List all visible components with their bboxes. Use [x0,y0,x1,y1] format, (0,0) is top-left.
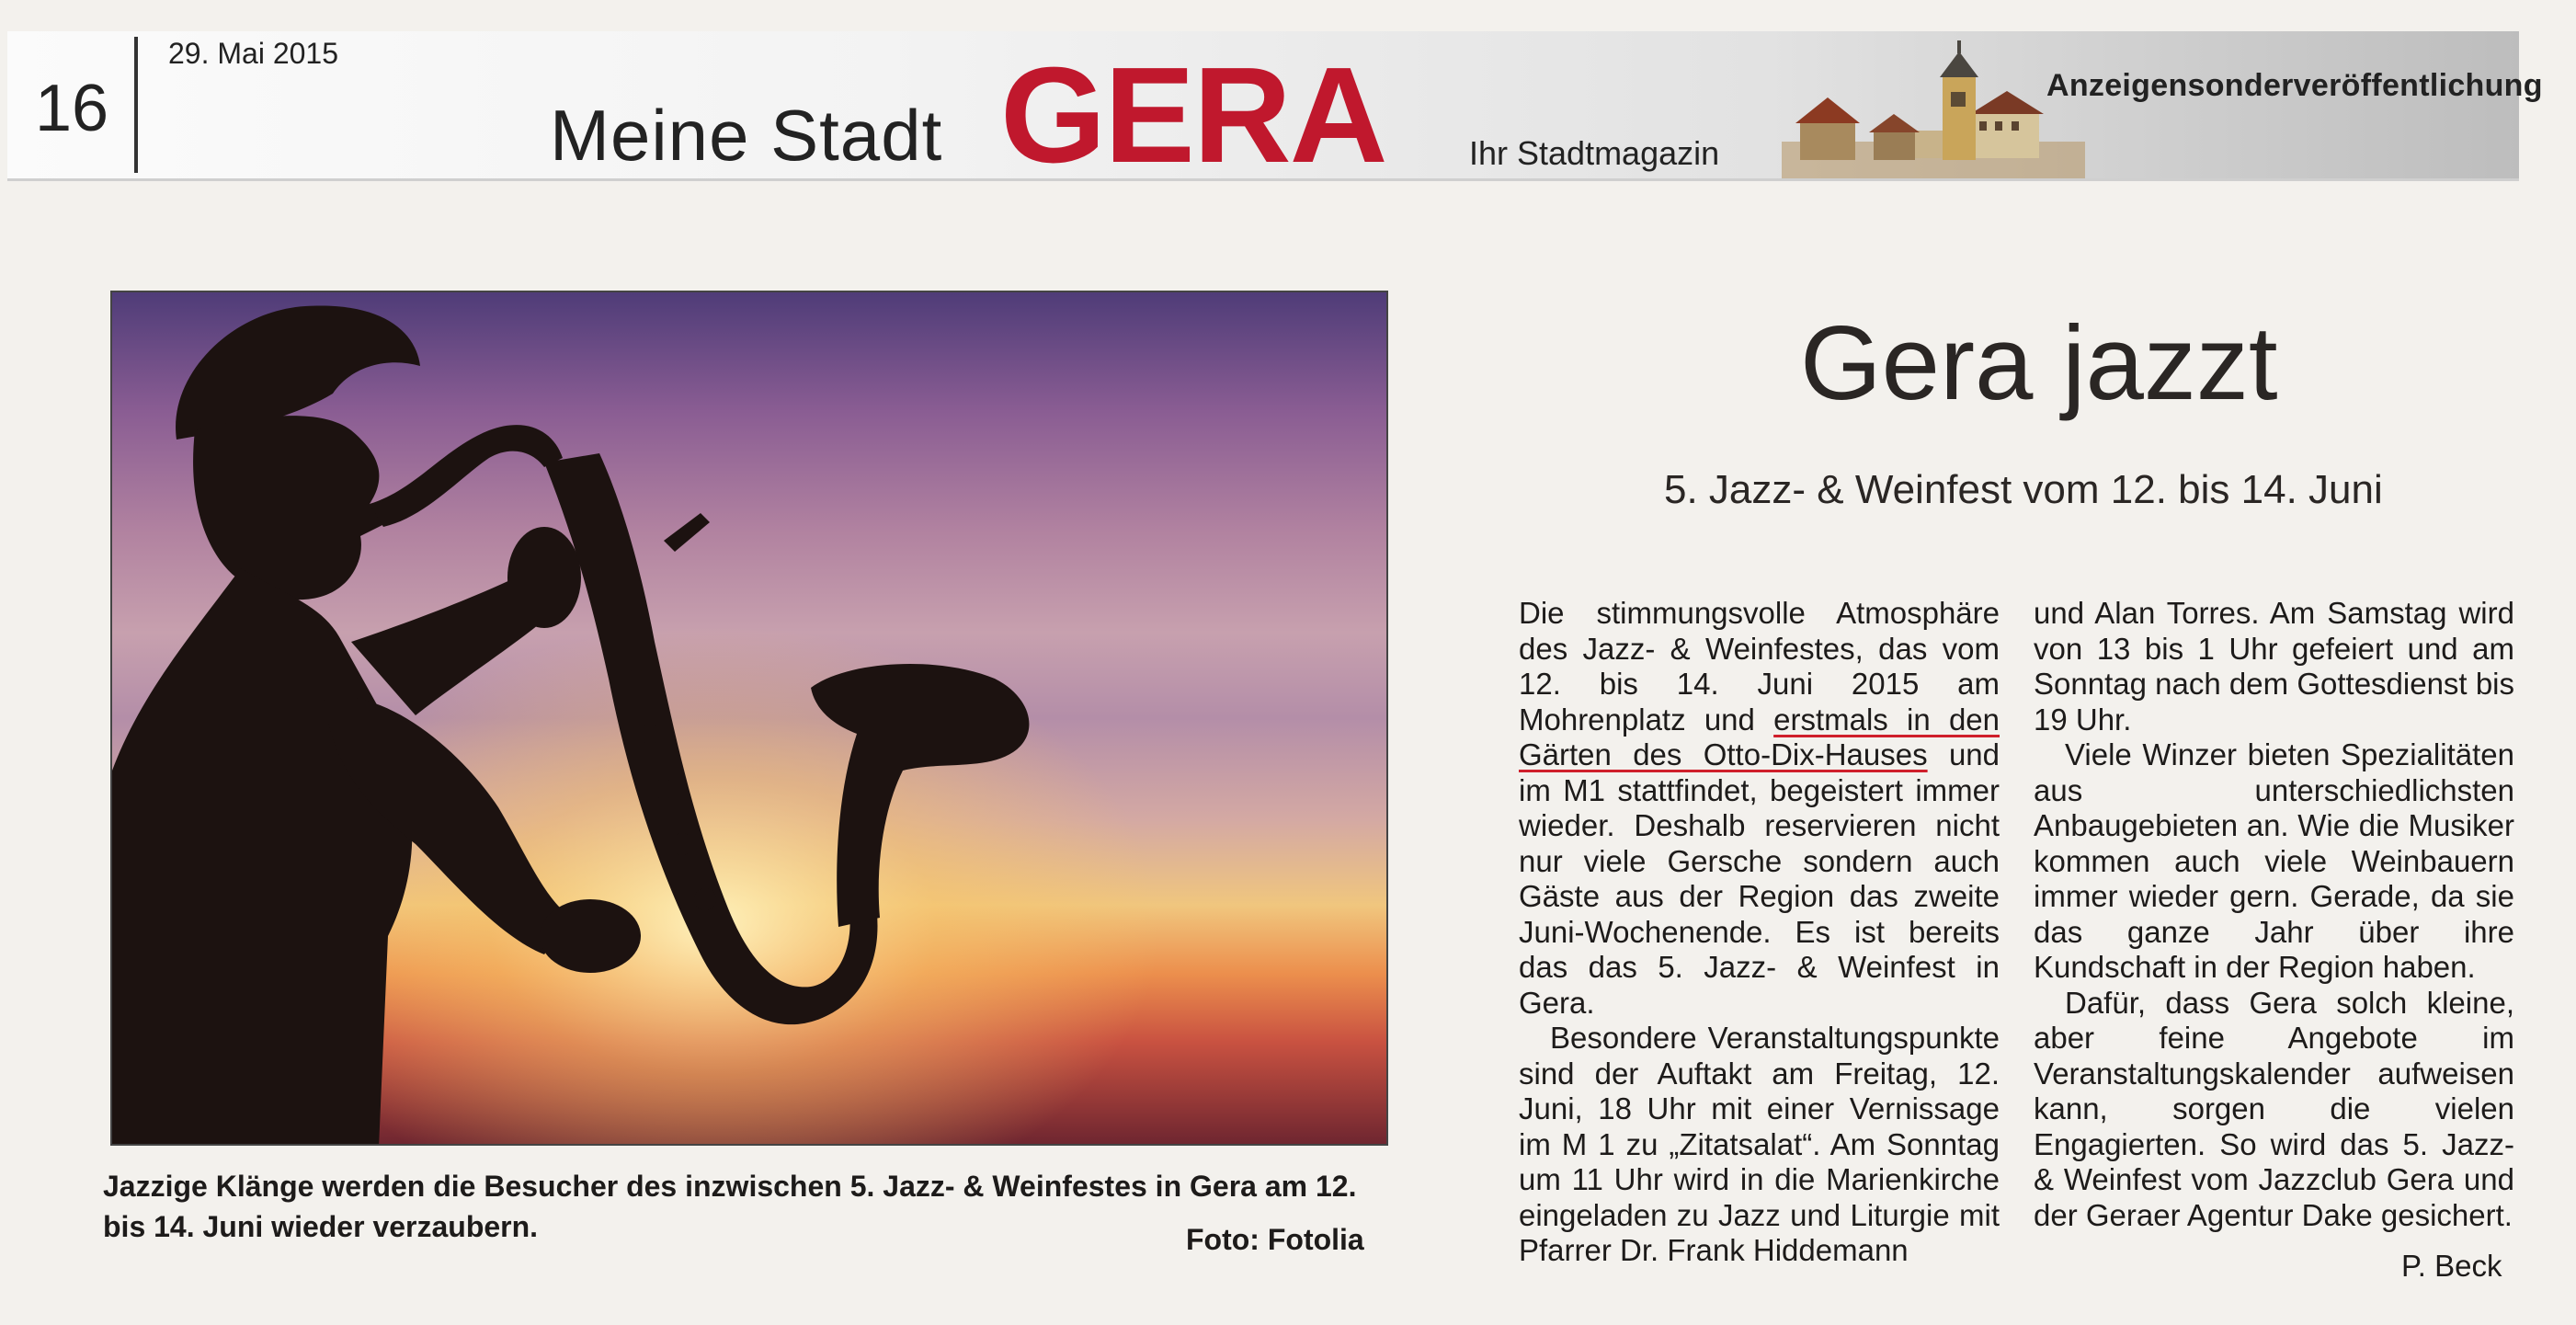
article-column-2 [2034,596,2514,1233]
text-run: und im M1 stattfindet, begeistert immer wieder. Deshalb reservieren nicht nur viele Gersche sondern auch Gäste aus der Region das zweite Juni-Wochenende. Es ist bereits das das 5. Jazz- & Weinfest in Gera. [1519,737,2000,1020]
saxophonist-photo [110,291,1388,1146]
issue-date: 29. Mai 2015 [168,37,339,70]
paragraph [1519,596,2000,1021]
article-column-1 [1519,596,2000,1269]
paragraph: und Alan Torres. Am Samstag wird von 13 bis 1 Uhr gefeiert und am Sonntag nach dem Gottesdienst bis 19 Uhr. [2034,596,2514,737]
paragraph: Besondere Veranstaltungspunkte sind der Auftakt am Freitag, 12. Juni, 18 Uhr mit einer Vernissage im M 1 zu „Zitatsalat“. Am Sonntag um 11 Uhr wird in die Marienkirche eingeladen zu Jazz und Liturgie mit Pfarrer Dr. Frank Hiddemann [1519,1021,2000,1267]
article-headline: Gera jazzt [1800,305,2278,422]
town-skyline-image [1782,40,2085,178]
saxophonist-silhouette [112,292,1388,1146]
paragraph: Viele Winzer bieten Spezialitäten aus unterschiedlichsten Anbaugebieten an. Wie die Musiker kommen auch viele Weinbauern immer wieder gern. Gerade, da sie das ganze Jahr über ihre Kundschaft in der Region haben. [2034,737,2514,984]
photo-credit: Foto: Fotolia [1186,1223,1364,1256]
brand-name: GERA [1000,40,1386,191]
page-number: 16 [35,72,109,145]
masthead-band [7,31,2543,191]
section-label: Anzeigensonderveröffentlichung [2046,68,2543,103]
article-subheadline: 5. Jazz- & Weinfest vom 12. bis 14. Juni [1664,467,2383,512]
brand-subtitle: Ihr Stadtmagazin [1469,134,1720,172]
photo-caption: Jazzige Klänge werden die Besucher des inzwischen 5. Jazz- & Weinfestes in Gera am 12. bis 14. Juni wieder verzaubern. [103,1170,1357,1243]
red-underlined-text: erstmals in den Gärten des Otto-Dix-Hauses [1519,702,2000,771]
text-run: Die stimmungsvolle Atmosphäre des Jazz- & Weinfestes, das vom 12. bis 14. Juni 2015 am Mohrenplatz und [1519,596,2000,737]
brand-prefix: Meine Stadt [550,95,943,176]
author-byline: P. Beck [2401,1249,2502,1283]
page-number-divider [134,37,138,173]
paragraph: Dafür, dass Gera solch kleine, aber feine Angebote im Veranstaltungskalender aufweisen kann, sorgen die vielen Engagierten. So wird das 5. Jazz- & Weinfest vom Jazzclub Gera und der Geraer Agentur Dake gesichert. [2034,985,2514,1232]
